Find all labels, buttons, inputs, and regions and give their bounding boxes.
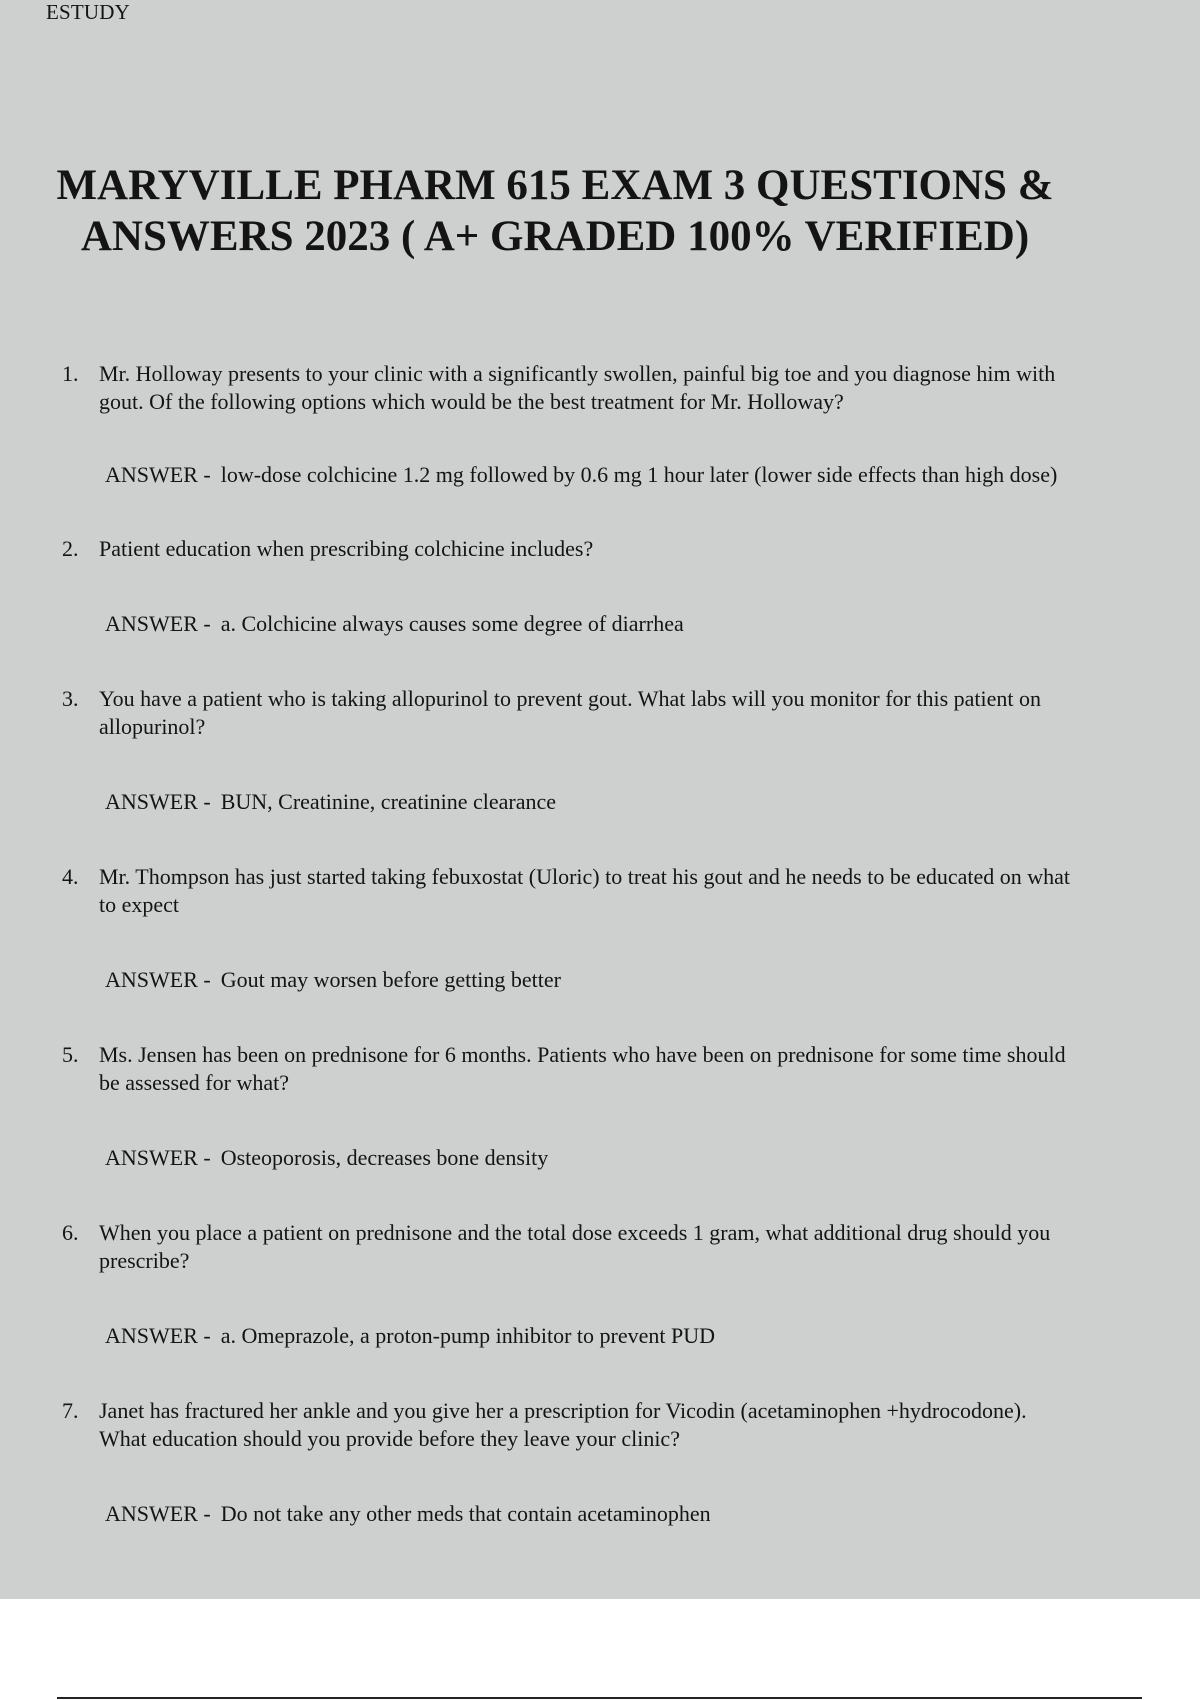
answer [62, 966, 1072, 994]
answer-label: ANSWER - [105, 1501, 211, 1526]
question [62, 685, 1072, 741]
answer-label: ANSWER - [105, 789, 211, 814]
question [62, 1219, 1072, 1275]
question [62, 535, 1072, 563]
question [62, 1041, 1072, 1097]
answer [62, 1144, 1072, 1172]
question-number: 4. [62, 864, 79, 889]
answer-text: Do not take any other meds that contain acetaminophen [220, 1501, 711, 1526]
qa-item [62, 1041, 1072, 1172]
answer [62, 1322, 1072, 1350]
qa-item [62, 535, 1072, 638]
answer-text: low-dose colchicine 1.2 mg followed by 0.6 mg 1 hour later (lower side effects than high dose) [220, 462, 1058, 487]
question-number: 7. [62, 1398, 79, 1423]
answer-text: BUN, Creatinine, creatinine clearance [220, 789, 557, 814]
qa-list [62, 360, 1072, 1528]
page-divider [57, 1697, 1142, 1699]
answer-text: Gout may worsen before getting better [220, 967, 561, 992]
question-text: Janet has fractured her ankle and you give her a prescription for Vicodin (acetaminophen +hydrocodone). What education should you provide before they leave your clinic? [99, 1398, 1027, 1451]
question-number: 3. [62, 686, 79, 711]
question-text: When you place a patient on prednisone and the total dose exceeds 1 gram, what additional drug should you prescribe? [99, 1220, 1051, 1273]
answer [62, 1500, 1072, 1528]
qa-item [62, 1219, 1072, 1350]
question [62, 360, 1072, 416]
answer-text: a. Omeprazole, a proton-pump inhibitor to prevent PUD [220, 1323, 715, 1348]
answer [62, 788, 1072, 816]
qa-item [62, 360, 1072, 489]
answer-label: ANSWER - [105, 1145, 211, 1170]
qa-item [62, 685, 1072, 816]
question-text: Ms. Jensen has been on prednisone for 6 months. Patients who have been on prednisone for some time should be assessed for what? [99, 1042, 1066, 1095]
document-title: MARYVILLE PHARM 615 EXAM 3 QUESTIONS & ANSWERS 2023 ( A+ GRADED 100% VERIFIED) [56, 162, 1054, 260]
question-text: Mr. Holloway presents to your clinic with a significantly swollen, painful big toe and you diagnose him with gout. Of the following options which would be the best treatment for Mr. Holloway? [99, 361, 1056, 414]
question-number: 5. [62, 1042, 79, 1067]
answer-label: ANSWER - [105, 611, 211, 636]
answer-label: ANSWER - [105, 967, 211, 992]
question-text: Mr. Thompson has just started taking febuxostat (Uloric) to treat his gout and he needs to be educated on what to expect [99, 864, 1071, 917]
qa-item [62, 863, 1072, 994]
answer-label: ANSWER - [105, 462, 211, 487]
qa-item [62, 1397, 1072, 1528]
question [62, 1397, 1072, 1453]
answer-text: Osteoporosis, decreases bone density [220, 1145, 549, 1170]
question-text: Patient education when prescribing colchicine includes? [99, 536, 594, 561]
question [62, 863, 1072, 919]
question-number: 2. [62, 536, 79, 561]
question-number: 1. [62, 361, 79, 386]
answer-text: a. Colchicine always causes some degree of diarrhea [220, 611, 684, 636]
answer [62, 610, 1072, 638]
header-label: ESTUDY [46, 0, 131, 24]
answer [62, 461, 1072, 489]
question-text: You have a patient who is taking allopurinol to prevent gout. What labs will you monitor for this patient on allopurinol? [99, 686, 1042, 739]
answer-label: ANSWER - [105, 1323, 211, 1348]
question-number: 6. [62, 1220, 79, 1245]
